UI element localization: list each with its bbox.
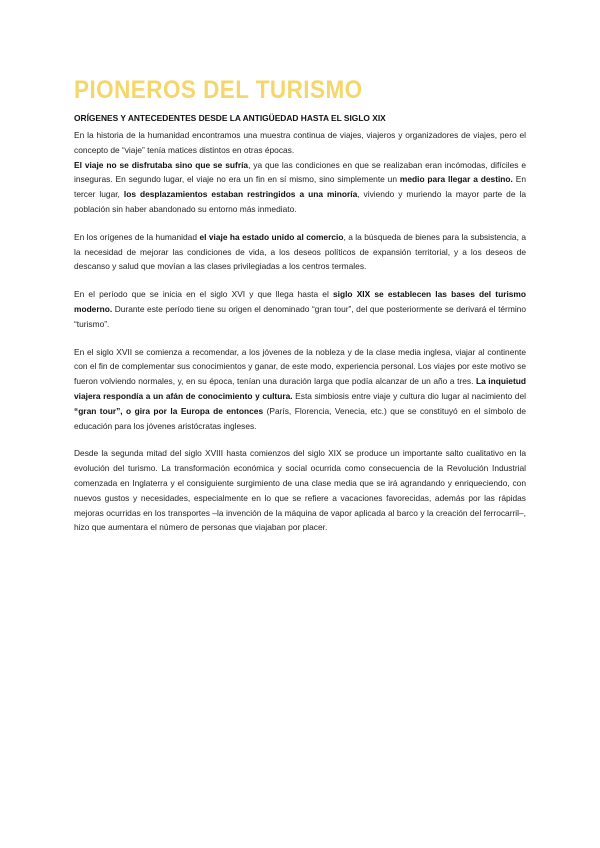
bold-phrase: el viaje ha estado unido al comercio (199, 231, 344, 242)
text-run: , ya que las condiciones en que se realizaban eran incómodas, difíciles e inseguras. En segundo lugar, el viaje no era un fin en sí mismo, sino simplemente un (74, 159, 526, 185)
text-run: Esta simbiosis entre viaje y cultura dio lugar al nacimiento del (292, 391, 526, 402)
bold-phrase: los desplazamientos estaban restringidos a una minoría (123, 189, 358, 200)
text-run: En los orígenes de la humanidad (74, 231, 200, 242)
paragraph-1: En la historia de la humanidad encontramos una muestra continua de viajes, viajeros y organizadores de viajes, pero el concepto de “viaje” tenía matices distintos en otras épocas. (74, 130, 526, 155)
bold-phrase: medio para llegar a destino. (399, 174, 513, 185)
text-run: En el período que se inicia en el siglo XVI y que llega hasta el (74, 289, 333, 300)
paragraph-3 (74, 230, 526, 274)
text-run: (París, Florencia, Venecia, etc.) que se constituyó en el símbolo de educación para los jóvenes aristócratas ingleses. (74, 405, 526, 431)
text-run: En el siglo XVII se comienza a recomendar, a los jóvenes de la nobleza y de la clase media inglesa, viajar al continente con el fin de complementar sus conocimientos y ganar, de este modo, experiencia personal. Los viajes por este motivo se fueron volviendo normales, y, en su época, tenían una duración larga que podía alcanzar de un año a tres. (74, 346, 526, 387)
paragraph-6: Desde la segunda mitad del siglo XVIII hasta comienzos del siglo XIX se produce un importante salto cualitativo en la evolución del turismo. La transformación económica y social ocurrida como consecuencia de la Revolución Industrial comenzada en Inglaterra y el consiguiente surgimiento de una clase media que se irá agrandando y enriqueciendo, con nuevos gustos y necesidades, especialmente en lo que se refiere a vacaciones favorecidas, además por las rápidas mejoras ocurridas en los transportes –la invención de la máquina de vapor aplicada al barco y la creación del ferrocarril–, hizo que aumentara el número de personas que viajaban por placer. (74, 448, 526, 533)
paragraph-4 (74, 287, 526, 331)
bold-phrase: La inquietud viajera respondía a un afán de conocimiento y cultura. (74, 376, 526, 402)
text-run: En tercer lugar, (74, 174, 526, 200)
bold-phrase: siglo XIX se establecen las bases del turismo moderno. (74, 289, 526, 315)
text-run: Durante este período tiene su origen el denominado “gran tour”, del que posteriormente se derivará el término “turismo”. (74, 304, 526, 329)
paragraph-2 (74, 158, 526, 217)
text-run: , a la búsqueda de bienes para la subsistencia, a la necesidad de mejorar las condiciones de vida, a los deseos políticos de expansión territorial, y a los deseos de descanso y salud que movían a las clases privilegiadas a los centros termales. (74, 231, 526, 272)
page-title: PIONEROS DEL TURISMO (74, 76, 363, 104)
bold-phrase: El viaje no se disfrutaba sino que se sufría (74, 159, 249, 170)
paragraph-5 (74, 345, 526, 434)
section-heading: ORÍGENES Y ANTECEDENTES DESDE LA ANTIGÜEDAD HASTA EL SIGLO XIX (74, 113, 386, 123)
bold-phrase: “gran tour”, o gira por la Europa de entonces (74, 405, 264, 416)
text-run: , viviendo y muriendo la mayor parte de la población sin haber abandonado su entorno más inmediato. (74, 189, 526, 215)
